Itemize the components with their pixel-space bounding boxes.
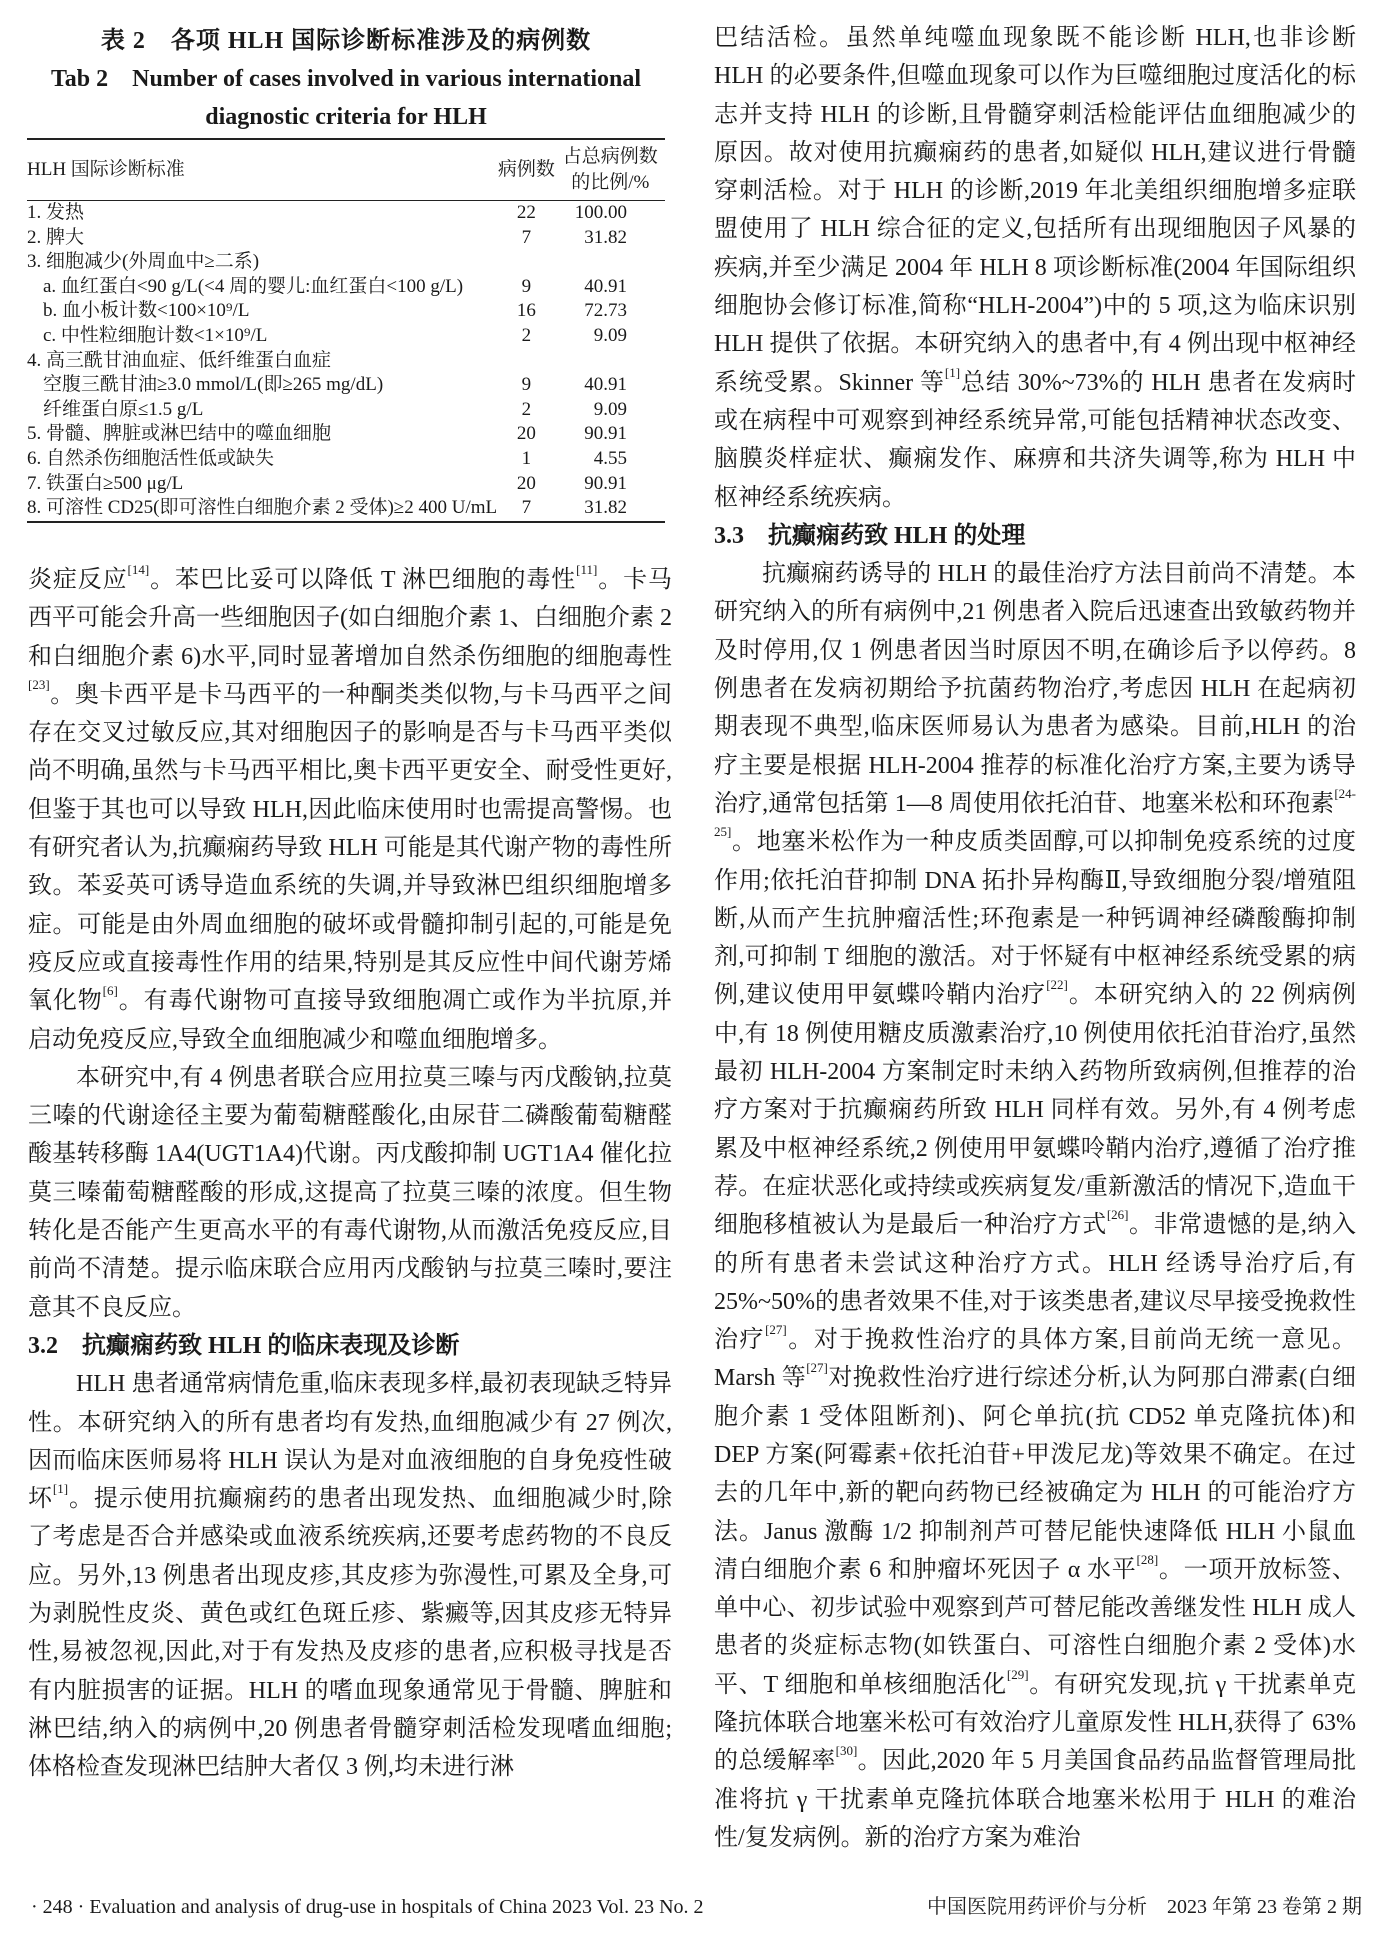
paragraph <box>714 555 1356 1857</box>
table-row <box>27 447 665 472</box>
table-row <box>27 349 665 374</box>
left-column-text <box>28 561 672 1787</box>
percent-cell: 4.55 <box>593 447 627 469</box>
table-row <box>27 299 665 324</box>
citation-ref: [11] <box>576 562 598 577</box>
citation-ref: [1] <box>944 364 961 380</box>
table-row <box>27 496 665 522</box>
criteria-cell: c. 中性粒细胞计数<1×10⁹/L <box>43 324 268 346</box>
text-run: 。一项开放标签、单中心、初步试验中观察到芦可替尼能改善继发性 HLH 成人患者的炎症标志物(如铁蛋白、可溶性白细胞介素 2 受体)水平、T 细胞和单核细胞活化 <box>714 1556 1357 1698</box>
criteria-cell: 2. 脾大 <box>27 226 85 248</box>
text-run: 。因此,2020 年 5 月美国食品药品监督管理局批准将抗 γ 干扰素单克隆抗体联合地塞米松用于 HLH 的难治性/复发病例。新的治疗方案为难治 <box>714 1748 1357 1851</box>
table-caption-zh: 表 2 各项 HLH 国际诊断标准涉及的病例数 <box>100 28 592 54</box>
table-row <box>27 250 665 275</box>
table-caption-en-line1: Tab 2 Number of cases involved in various international <box>50 66 642 92</box>
criteria-cell: 1. 发热 <box>27 202 85 223</box>
table-row <box>27 373 665 398</box>
citation-ref: [26] <box>1106 1207 1129 1223</box>
cases-cell: 9 <box>521 275 532 297</box>
text-run: 巴结活检。虽然单纯噬血现象既不能诊断 HLH,也非诊断 HLH 的必要条件,但噬血现象可以作为巨噬细胞过度活化的标志并支持 HLH 的诊断,且骨髓穿刺活检能评估血细胞减少的原因。故对使用抗癫痫药的患者,如疑似 HLH,建议进行骨髓穿刺活检。对于 HLH 的诊断,2019 年北美组织细胞增多症联盟使用了 HLH 综合征的定义,包括所有出现细胞因子风暴的疾病,并至少满足 2004 年 HLH 8 项诊断标准(2004 年国际组织细胞协会修订标准,简称“HLH-2004”)中的 5 项,这为临床识别 HLH 提供了依据。本研究纳入的患者中,有 4 例出现中枢神经系统受累。Skinner 等 <box>714 25 1356 396</box>
citation-ref: [23] <box>28 676 50 692</box>
percent-cell: 31.82 <box>584 226 627 248</box>
citation-ref: [6] <box>102 983 118 999</box>
table-row <box>27 398 665 423</box>
cases-cell: 16 <box>516 300 536 322</box>
citation-ref: [27] <box>806 1360 828 1376</box>
percent-cell: 9.09 <box>593 324 627 346</box>
text-run: 炎症反应 <box>28 567 128 593</box>
text-run: 。非常遗憾的是,纳入的所有患者未尝试这种治疗方式。HLH 经诱导治疗后,有 25%~50%的患者效果不佳,对于该类患者,建议尽早接受挽救性治疗 <box>714 1212 1357 1354</box>
text-run: 对挽救性治疗进行综述分析,认为阿那白滞素(白细胞介素 1 受体阻断剂)、阿仑单抗(抗 CD52 单克隆抗体)和 DEP 方案(阿霉素+依托泊苷+甲泼尼龙)等效果不确定。在过去的几年中,新的靶向药物已经被确定为 HLH 的可能治疗方法。Janus 激酶 1/2 抑制剂芦可替尼能快速降低 HLH 小鼠血清白细胞介素 6 和肿瘤坏死因子 α 水平 <box>714 1365 1357 1583</box>
cases-cell: 2 <box>521 398 532 420</box>
criteria-cell: 纤维蛋白原≤1.5 g/L <box>43 398 204 420</box>
percent-cell: 31.82 <box>584 497 627 519</box>
text-run: 总结 30%~73%的 HLH 患者在发病时或在病程中可观察到神经系统异常,可能包括精神状态改变、脑膜炎样症状、癫痫发作、麻痹和共济失调等,称为 HLH 中枢神经系统疾病。 <box>714 369 1356 511</box>
cases-cell <box>497 349 555 374</box>
header-criteria: HLH 国际诊断标准 <box>27 159 185 180</box>
paragraph <box>28 1365 672 1786</box>
criteria-cell: b. 血小板计数<100×10⁹/L <box>43 300 250 322</box>
header-cases: 病例数 <box>497 159 555 180</box>
percent-cell: 40.91 <box>584 275 627 297</box>
cases-cell: 7 <box>521 226 532 248</box>
table-row <box>27 201 665 226</box>
criteria-cell: 4. 高三酰甘油血症、低纤维蛋白血症 <box>27 349 332 371</box>
percent-cell: 90.91 <box>584 423 627 445</box>
table-row <box>27 422 665 447</box>
citation-ref: [29] <box>1006 1666 1029 1682</box>
text-run: HLH 患者通常病情危重,临床表现多样,最初表现缺乏特异性。本研究纳入的所有患者均有发热,血细胞减少有 27 例次,因而临床医师易将 HLH 误认为是对血液细胞的自身免疫性破坏 <box>28 1371 672 1513</box>
percent-cell <box>556 349 665 374</box>
header-percent: 占总病例数 的比例/% <box>562 146 658 193</box>
section-heading: 3.3 抗癫痫药致 HLH 的处理 <box>714 522 1026 549</box>
table-header-row <box>27 139 665 201</box>
percent-cell: 90.91 <box>584 472 627 494</box>
text-run: 。苯巴比妥可以降低 T 淋巴细胞的毒性 <box>149 567 577 593</box>
percent-cell <box>556 250 665 275</box>
text-run: 。对于挽救性治疗的具体方案,目前尚无统一意见。Marsh 等 <box>714 1327 1357 1392</box>
footer-journal-zh: 中国医院用药评价与分析 2023 年第 23 卷第 2 期 <box>927 1896 1362 1918</box>
citation-ref: [14] <box>127 562 150 577</box>
paragraph <box>714 19 1356 517</box>
citation-ref: [1] <box>52 1481 69 1497</box>
citation-ref: [28] <box>1136 1551 1159 1567</box>
percent-cell: 40.91 <box>584 374 627 396</box>
criteria-cell: a. 血红蛋白<90 g/L(<4 周的婴儿:血红蛋白<100 g/L) <box>43 275 464 297</box>
paragraph <box>28 561 672 1059</box>
criteria-cell: 6. 自然杀伤细胞活性低或缺失 <box>27 447 275 469</box>
cases-cell: 7 <box>521 497 532 519</box>
table-row <box>27 275 665 300</box>
footer-journal-en: · 248 · Evaluation and analysis of drug-use in hospitals of China 2023 Vol. 23 No. 2 <box>31 1896 704 1918</box>
percent-cell: 100.00 <box>574 202 627 223</box>
text-run: 。地塞米松作为一种皮质类固醇,可以抑制免疫系统的过度作用;依托泊苷抑制 DNA 拓扑异构酶Ⅱ,导致细胞分裂/增殖阻断,从而产生抗肿瘤活性;环孢素是一种钙调神经磷酸酶抑制剂,可抑制 T 细胞的激活。对于怀疑有中枢神经系统受累的病例,建议使用甲氨蝶呤鞘内治疗 <box>714 829 1356 1009</box>
cases-cell: 20 <box>516 423 536 445</box>
table-caption-en <box>27 60 665 136</box>
citation-ref: [27] <box>765 1322 787 1338</box>
cases-cell: 2 <box>521 324 532 346</box>
text-run: 。有毒代谢物可直接导致细胞凋亡或作为半抗原,并启动免疫反应,导致全血细胞减少和噬血细胞增多。 <box>28 988 673 1053</box>
criteria-cell: 5. 骨髓、脾脏或淋巴结中的噬血细胞 <box>27 423 332 445</box>
text-run: 抗癫痫药诱导的 HLH 的最佳治疗方法目前尚不清楚。本研究纳入的所有病例中,21 例患者入院后迅速查出致敏药物并及时停用,仅 1 例患者因当时原因不明,在确诊后予以停药。8 例患者在发病初期给予抗菌药物治疗,考虑因 HLH 在起病初期表现不典型,临床医师易认为患者为感染。目前,HLH 的治疗主要是根据 HLH-2004 推荐的标准化治疗方案,主要为诱导治疗,通常包括第 1—8 周使用依托泊苷、地塞米松和环孢素 <box>714 561 1356 817</box>
criteria-cell: 7. 铁蛋白≥500 μg/L <box>27 472 184 494</box>
table-row <box>27 324 665 349</box>
text-run: 。有研究发现,抗 γ 干扰素单克隆抗体联合地塞米松可有效治疗儿童原发性 HLH,获得了 63%的总缓解率 <box>714 1671 1356 1775</box>
percent-cell: 72.73 <box>584 300 627 322</box>
section-heading: 3.2 抗癫痫药致 HLH 的临床表现及诊断 <box>28 1332 460 1359</box>
text-run: 。卡马西平可能会升高一些细胞因子(如白细胞介素 1、白细胞介素 2 和白细胞介素 6)水平,同时显著增加自然杀伤细胞的细胞毒性 <box>28 567 673 670</box>
citation-ref: [30] <box>835 1743 858 1759</box>
text-run: 本研究中,有 4 例患者联合应用拉莫三嗪与丙戊酸钠,拉莫三嗪的代谢途径主要为葡萄糖醛酸化,由尿苷二磷酸葡萄糖醛酸基转移酶 1A4(UGT1A4)代谢。丙戊酸抑制 UGT1A4 催化拉莫三嗪葡萄糖醛酸的形成,这提高了拉莫三嗪的浓度。但生物转化是否能产生更高水平的有毒代谢物,从而激活免疫反应,目前尚不清楚。提示临床联合应用丙戊酸钠与拉莫三嗪时,要注意其不良反应。 <box>28 1064 672 1321</box>
cases-cell: 1 <box>521 447 532 469</box>
criteria-table <box>27 138 665 523</box>
percent-cell: 9.09 <box>593 398 627 420</box>
citation-ref: [22] <box>1046 977 1068 993</box>
criteria-cell: 8. 可溶性 CD25(即可溶性白细胞介素 2 受体)≥2 400 U/mL <box>27 497 498 519</box>
text-run: 。提示使用抗癫痫药的患者出现发热、血细胞减少时,除了考虑是否合并感染或血液系统疾病,还要考虑药物的不良反应。另外,13 例患者出现皮疹,其皮疹为弥漫性,可累及全身,可为剥脱性皮炎、黄色或红色斑丘疹、紫癜等,因其皮疹无特异性,易被忽视,因此,对于有发热及皮疹的患者,应积极寻找是否有内脏损害的证据。HLH 的嗜血现象通常见于骨髓、脾脏和淋巴结,纳入的病例中,20 例患者骨髓穿刺活检发现嗜血细胞;体格检查发现淋巴结肿大者仅 3 例,均未进行淋 <box>28 1486 673 1781</box>
text-run: 。本研究纳入的 22 例病例中,有 18 例使用糖皮质激素治疗,10 例使用依托泊苷治疗,虽然最初 HLH-2004 方案制定时未纳入药物所致病例,但推荐的治疗方案对于抗癫痫药所致 HLH 同样有效。另外,有 4 例考虑累及中枢神经系统,2 例使用甲氨蝶呤鞘内治疗,遵循了治疗推荐。在症状恶化或持续或疾病复发/重新激活的情况下,造血干细胞移植被认为是最后一种治疗方式 <box>714 982 1357 1239</box>
cases-cell: 20 <box>516 472 536 494</box>
table-caption-en-line2: diagnostic criteria for HLH <box>205 104 487 130</box>
table-row <box>27 472 665 497</box>
criteria-cell: 空腹三酰甘油≥3.0 mmol/L(即≥265 mg/dL) <box>43 374 384 396</box>
citation-ref: [24-25] <box>714 785 1356 840</box>
cases-cell: 22 <box>516 202 536 223</box>
table-row <box>27 226 665 251</box>
right-column-text <box>714 19 1356 1857</box>
cases-cell: 9 <box>521 374 532 396</box>
paragraph <box>28 1059 672 1327</box>
criteria-cell: 3. 细胞减少(外周血中≥二系) <box>27 251 260 273</box>
text-run: 。奥卡西平是卡马西平的一种酮类类似物,与卡马西平之间存在交叉过敏反应,其对细胞因子的影响是否与卡马西平类似尚不明确,虽然与卡马西平相比,奥卡西平更安全、耐受性更好,但鉴于其也可以导致 HLH,因此临床使用时也需提高警惕。也有研究者认为,抗癫痫药导致 HLH 可能是其代谢产物的毒性所致。苯妥英可诱导造血系统的失调,并导致淋巴组织细胞增多症。可能是由外周血细胞的破坏或骨髓抑制引起的,可能是免疫反应或直接毒性作用的结果,特别是其反应性中间代谢芳烯氧化物 <box>28 681 672 1015</box>
cases-cell <box>497 250 555 275</box>
table-2 <box>27 22 665 523</box>
